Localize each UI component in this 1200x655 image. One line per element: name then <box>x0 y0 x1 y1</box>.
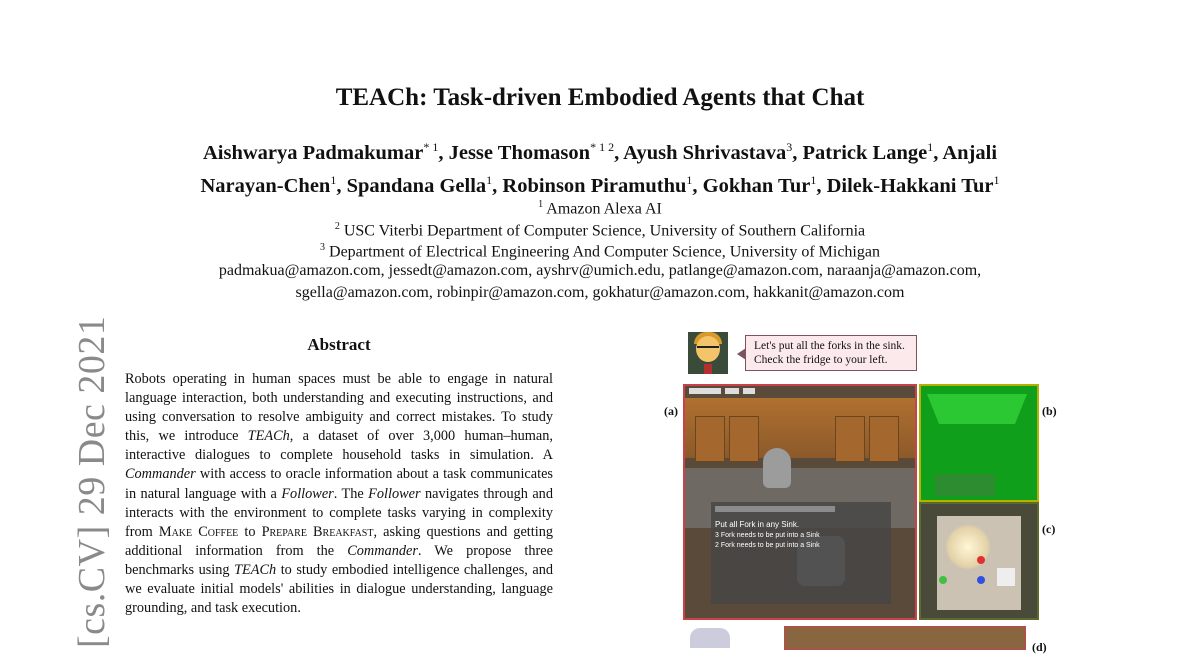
author-name: Narayan-Chen <box>200 174 331 197</box>
light-glow <box>945 524 991 570</box>
fridge-shelf <box>927 394 1027 424</box>
author-sup: 1 <box>486 172 493 187</box>
author-list <box>100 134 1100 200</box>
fridge-drawer <box>935 474 995 496</box>
follower-view-panel <box>784 626 1026 650</box>
abstract-emph: Commander <box>347 542 418 559</box>
commander-marker-icon <box>977 556 985 564</box>
topdown-map-panel <box>919 502 1039 620</box>
affiliation-text: Amazon Alexa AI <box>546 200 662 218</box>
abstract-heading: Abstract <box>307 335 371 354</box>
author-name: , Spandana Gella <box>336 174 487 197</box>
author-name: Aishwarya Padmakumar <box>202 141 424 164</box>
cabinet-door <box>695 416 725 462</box>
abstract-emph: Commander <box>125 466 196 483</box>
abstract-emph: TEACh <box>247 428 290 445</box>
abstract-text: , asking questions and getting additional information from the <box>125 523 554 559</box>
author-name: , Anjali <box>933 141 998 164</box>
panel-label-d: (d) <box>1032 640 1047 654</box>
task-item: 2 Fork needs to be put into a Sink <box>715 542 820 549</box>
abstract-text: to <box>238 523 262 540</box>
abstract-text: . We propose three benchmarks using <box>125 542 553 578</box>
panel-label-b: (b) <box>1042 404 1057 418</box>
cabinet-door <box>869 416 899 462</box>
abstract-task-name: Prepare Breakfast <box>261 523 374 540</box>
email-line-2: sgella@amazon.com, robinpir@amazon.com, gokhatur@amazon.com, hakkanit@amazon.com <box>295 284 905 301</box>
author-sup: 1 <box>810 172 817 187</box>
author-sup: 1 <box>993 172 1000 187</box>
author-name: , Ayush Shrivastava <box>614 141 787 164</box>
egocentric-view-panel <box>683 384 917 620</box>
abstract-text: to study embodied intelligence challenges, and we evaluate initial models' abilities in dialogue understanding, language grounding, and task execution. <box>125 561 553 617</box>
author-name: , Dilek-Hakkani Tur <box>816 174 994 197</box>
abstract-text: with access to oracle information about a task communicates in natural language with a <box>125 466 553 502</box>
task-dialog-overlay <box>711 502 891 604</box>
author-name: , Gokhan Tur <box>692 174 811 197</box>
abstract-text: . The <box>333 485 369 502</box>
panel-label-c: (c) <box>1042 522 1056 536</box>
email-line-1: padmakua@amazon.com, jessedt@amazon.com, ayshrv@umich.edu, patlange@amazon.com, naraanja@amazon.com, <box>218 262 982 279</box>
speech-line-1: Let's put all the forks in the sink. <box>754 340 905 352</box>
abstract-emph: TEACh <box>234 561 277 578</box>
chat-input[interactable] <box>715 506 835 512</box>
author-sup: * 1 <box>423 140 439 154</box>
stove-shape <box>997 568 1015 586</box>
panel-label-a: (a) <box>664 404 678 418</box>
affiliation-1 <box>100 195 1100 219</box>
commander-avatar <box>688 332 728 374</box>
speech-line-2: Check the fridge to your left. <box>754 354 888 366</box>
paper-title: TEACh: Task-driven Embodied Agents that Chat <box>335 84 865 111</box>
upper-cabinets <box>685 398 915 458</box>
robot-avatar <box>690 628 730 648</box>
author-name: , Jesse Thomason <box>438 141 591 164</box>
abstract-text: navigates through and interacts with the environment to complete tasks varying in complexity from <box>125 485 553 540</box>
affiliation-sup: 2 <box>334 221 340 232</box>
fridge-view-panel <box>919 384 1039 502</box>
abstract-emph: Follower <box>368 485 421 502</box>
author-sup: * 1 2 <box>590 140 615 154</box>
glasses-icon <box>697 346 719 354</box>
abstract-body <box>125 370 553 618</box>
cabinet-door <box>729 416 759 462</box>
author-sup: 1 <box>927 140 934 154</box>
view-button <box>689 388 721 394</box>
author-name: , Patrick Lange <box>792 141 928 164</box>
cabinet-door <box>835 416 865 462</box>
arxiv-side-stamp: [cs.CV] 29 Dec 2021 <box>71 315 113 648</box>
teaser-figure <box>660 328 1060 654</box>
speech-bubble <box>745 335 917 371</box>
affiliation-text: USC Viterbi Department of Computer Science, University of Southern California <box>343 222 866 240</box>
abstract-text: Robots operating in human spaces must be able to engage in natural language interaction, both understanding and executing instructions, and using conversation to resolve ambiguity and correct mistakes. To study this, we introduce <box>125 371 553 445</box>
affiliation-sup: 1 <box>538 199 544 210</box>
author-sup: 1 <box>686 172 693 187</box>
author-line-1 <box>100 134 1100 167</box>
affiliation-text: Department of Electrical Engineering And Computer Science, University of Michigan <box>329 243 880 261</box>
author-sup: 1 <box>330 172 337 187</box>
affiliation-3 <box>100 238 1100 262</box>
robot-arm-shape <box>763 448 791 488</box>
follower-marker-icon <box>977 576 985 584</box>
author-sup: 3 <box>786 140 793 154</box>
author-name: , Robinson Piramuthu <box>492 174 687 197</box>
task-item: 3 Fork needs to be put into a Sink <box>715 532 820 539</box>
email-list <box>90 260 1110 304</box>
affiliation-sup: 3 <box>320 242 326 253</box>
abstract-emph: Follower <box>281 485 334 502</box>
object-marker-icon <box>939 576 947 584</box>
task-title: Put all Fork in any Sink. <box>715 520 800 529</box>
abstract-task-name: Make Coffee <box>158 523 239 540</box>
tie-shape <box>704 364 712 374</box>
abstract-text: , a dataset of over 3,000 human–human, interactive dialogues to complete household tasks in simulation. A <box>125 428 553 464</box>
view-button <box>743 388 755 394</box>
view-button <box>725 388 739 394</box>
